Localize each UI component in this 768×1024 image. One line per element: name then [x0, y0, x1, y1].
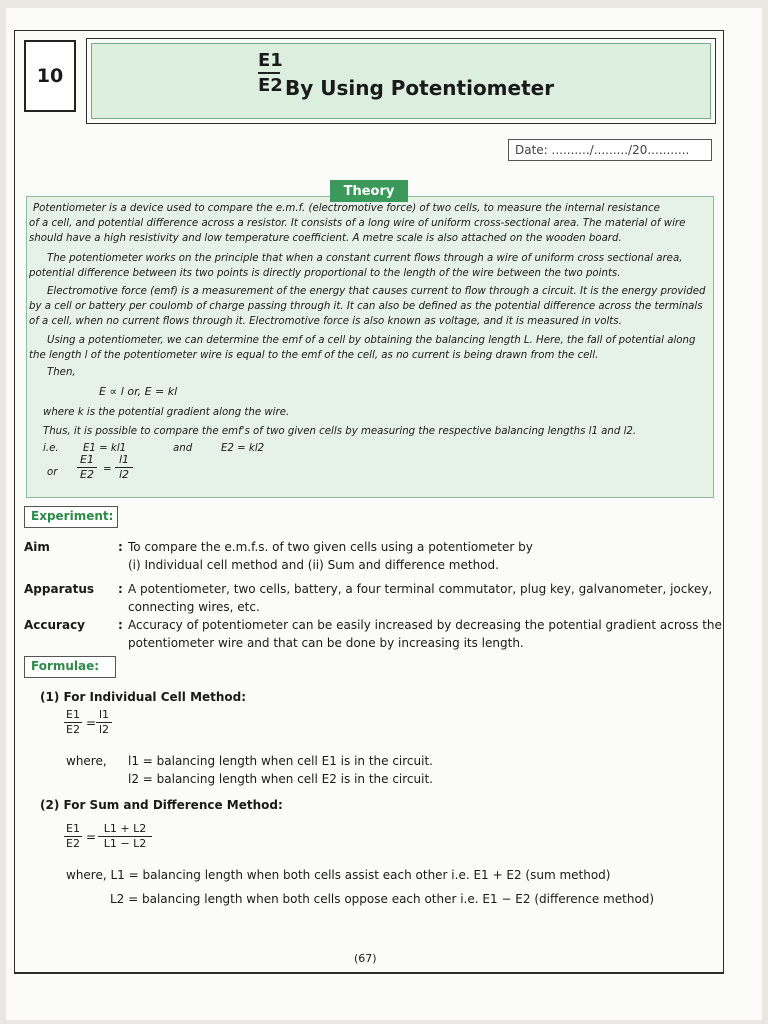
frac-e2: E2 — [66, 837, 80, 850]
ie-label: i.e. — [43, 443, 59, 454]
experiment-heading: Experiment: — [24, 506, 118, 528]
method1-title: (1) For Individual Cell Method: — [40, 690, 247, 704]
theory-line: Electromotive force (emf) is a measurement of the energy that causes current to flow through a circuit. It is the energy provided — [47, 286, 706, 297]
theory-line: The potentiometer works on the principle that when a constant current flows through a wire of uniform cross sectional area, — [47, 253, 683, 264]
where-label: where, — [66, 754, 107, 768]
theory-box — [26, 196, 714, 498]
page-title: By Using Potentiometer — [285, 76, 555, 100]
frac-l1: l1 — [118, 453, 130, 466]
method2-fraction-e — [64, 822, 82, 851]
page-number: (67) — [354, 952, 377, 965]
method2-title: (2) For Sum and Difference Method: — [40, 798, 283, 812]
accuracy-text: Accuracy of potentiometer can be easily increased by decreasing the potential gradient across the — [128, 618, 722, 632]
equals-sign: = — [86, 716, 97, 730]
method2-definition: L2 = balancing length when both cells oppose each other i.e. E1 − E2 (difference method) — [110, 892, 655, 906]
theory-line: Thus, it is possible to compare the emf's of two given cells by measuring the respective balancing lengths l1 and l2. — [43, 426, 637, 437]
aim-text: (i) Individual cell method and (ii) Sum and difference method. — [128, 558, 499, 572]
theory-line: by a cell or battery per coulomb of charge passing through it. It can also be defined as the potential difference across the terminals — [29, 301, 703, 312]
theory-line: should have a high resistivity and low temperature coefficient. A metre scale is also attached on the wooden board. — [29, 233, 622, 244]
apparatus-text: A potentiometer, two cells, battery, a four terminal commutator, plug key, galvanometer, jockey, — [128, 582, 713, 596]
equals-sign: = — [86, 830, 97, 844]
title-frac-bottom: E2 — [258, 75, 283, 96]
frac-e1: E1 — [66, 822, 80, 835]
theory-fraction-e — [77, 453, 97, 482]
frac-e1: E1 — [80, 453, 94, 466]
method1-fraction-l — [96, 708, 112, 737]
method2-definition: where, L1 = balancing length when both cells assist each other i.e. E1 + E2 (sum method) — [66, 868, 611, 882]
frac-e2: E2 — [80, 468, 94, 481]
theory-line: potential difference between its two points is directly proportional to the length of the wire between the two points. — [29, 268, 621, 279]
apparatus-label: Apparatus — [24, 582, 95, 596]
bottom-rule — [14, 972, 724, 973]
equals-sign: = — [103, 464, 112, 475]
colon: : — [118, 582, 123, 596]
formulae-heading: Formulae: — [24, 656, 116, 678]
equation-e2: E2 = kl2 — [221, 443, 265, 454]
frac-e1: E1 — [66, 708, 80, 721]
accuracy-text: potentiometer wire and that can be done by increasing its length. — [128, 636, 524, 650]
theory-line: where k is the potential gradient along the wire. — [43, 407, 290, 418]
equation-e1: E1 = kl1 — [83, 443, 127, 454]
aim-text: To compare the e.m.f.s. of two given cells using a potentiometer by — [128, 540, 533, 554]
aim-label: Aim — [24, 540, 50, 554]
method2-fraction-l — [98, 822, 152, 851]
frac-e2: E2 — [66, 723, 80, 736]
theory-fraction-l — [115, 453, 133, 482]
frac-l2: l2 — [98, 723, 110, 736]
frac-l2: l2 — [118, 468, 130, 481]
frac-sum: L1 + L2 — [103, 822, 147, 835]
title-frac-bar — [258, 72, 280, 74]
theory-line: Using a potentiometer, we can determine the emf of a cell by obtaining the balancing length L. Here, the fall of potential along — [47, 335, 696, 346]
theory-heading: Theory — [330, 180, 408, 202]
method1-fraction-e — [64, 708, 82, 737]
experiment-number: 10 — [24, 40, 76, 112]
theory-line: of a cell, when no current flows through it. Electromotive force is also known as voltage, and it is measured in volts. — [29, 316, 622, 327]
theory-line: Then, — [47, 367, 76, 378]
colon: : — [118, 540, 123, 554]
date-field: Date: ........../........./20........... — [508, 139, 712, 161]
apparatus-text: connecting wires, etc. — [128, 600, 260, 614]
colon: : — [118, 618, 123, 632]
title-fraction — [258, 50, 283, 96]
method1-definition: l1 = balancing length when cell E1 is in the circuit. — [128, 754, 433, 768]
proportionality-equation: E ∝ l or, E = kl — [99, 385, 178, 398]
accuracy-label: Accuracy — [24, 618, 86, 632]
theory-line: of a cell, and potential difference across a resistor. It consists of a long wire of uniform cross-sectional area. The material of wire — [29, 218, 686, 229]
title-frac-top: E1 — [258, 50, 283, 71]
and-label: and — [173, 443, 193, 454]
or-label: or — [47, 467, 58, 478]
frac-diff: L1 − L2 — [103, 837, 147, 850]
method1-definition: l2 = balancing length when cell E2 is in the circuit. — [128, 772, 433, 786]
theory-line: the length l of the potentiometer wire is equal to the emf of the cell, as no current is being drawn from the cell. — [29, 350, 599, 361]
frac-l1: l1 — [98, 708, 110, 721]
theory-line: Potentiometer is a device used to compare the e.m.f. (electromotive force) of two cells, to measure the internal resistance — [33, 203, 660, 214]
